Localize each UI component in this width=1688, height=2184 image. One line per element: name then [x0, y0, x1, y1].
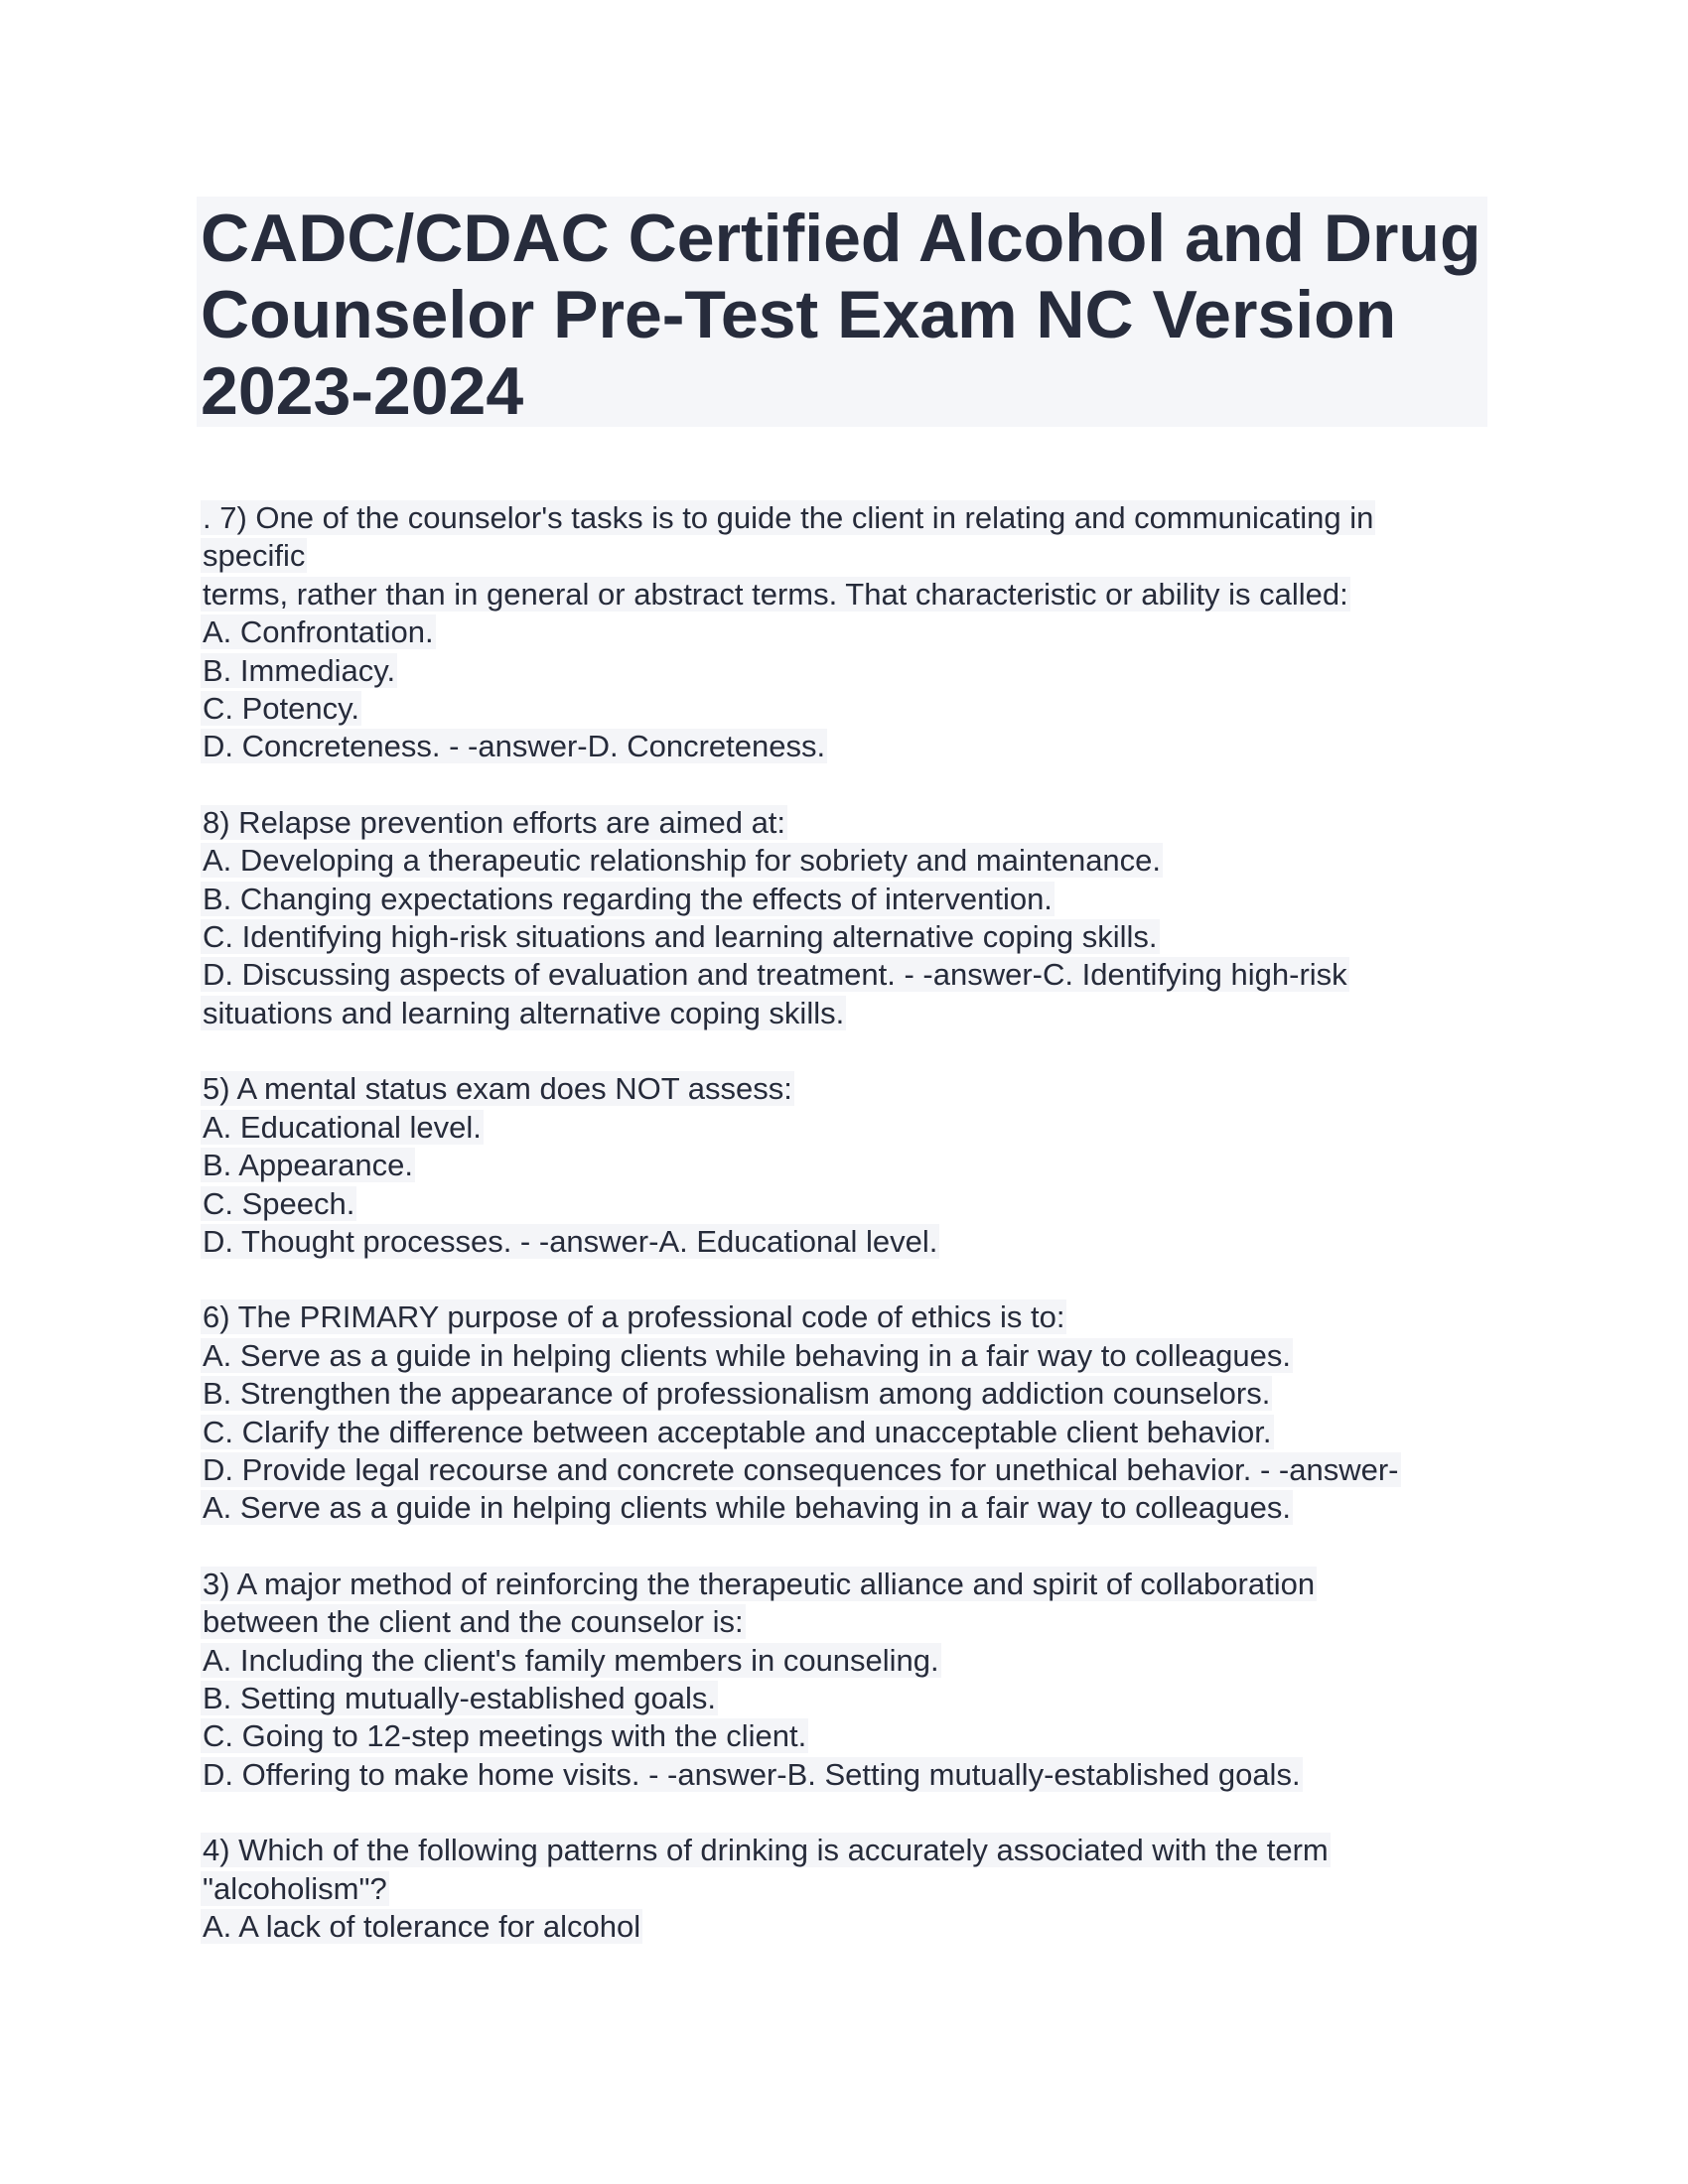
answer-option: A. Developing a therapeutic relationship for sobriety and maintenance. — [203, 843, 1162, 879]
answer-option: D. Discussing aspects of evaluation and treatment. - -answer-C. Identifying high-risk — [203, 957, 1347, 993]
document-title — [197, 197, 1487, 427]
title-line: 2023-2024 — [201, 353, 524, 429]
answer-option: B. Strengthen the appearance of professionalism among addiction counselors. — [203, 1376, 1271, 1412]
answer-option: B. Immediacy. — [203, 652, 396, 688]
question-5 — [201, 1070, 1521, 1261]
answer-option: A. Including the client's family members in counseling. — [203, 1642, 939, 1678]
answer-option: D. Concreteness. - -answer-D. Concreteness. — [203, 729, 826, 764]
question-6 — [201, 1298, 1521, 1527]
question-text: specific — [203, 538, 306, 574]
answer-option: C. Identifying high-risk situations and learning alternative coping skills. — [203, 919, 1158, 955]
answer-option: A. Serve as a guide in helping clients while behaving in a fair way to colleagues. — [203, 1337, 1291, 1373]
answer-option: C. Speech. — [203, 1185, 355, 1221]
answer-option: situations and learning alternative coping skills. — [203, 995, 845, 1030]
answer-option: D. Offering to make home visits. - -answer-B. Setting mutually-established goals. — [203, 1756, 1301, 1792]
question-text: 8) Relapse prevention efforts are aimed at: — [203, 804, 786, 840]
question-3 — [201, 1566, 1521, 1794]
answer-option: B. Changing expectations regarding the effects of intervention. — [203, 881, 1053, 916]
title-line: CADC/CDAC Certified Alcohol and Drug — [201, 201, 1481, 276]
answer-option: B. Appearance. — [203, 1148, 413, 1183]
question-4 — [201, 1832, 1521, 1946]
answer-option: A. A lack of tolerance for alcohol — [203, 1909, 641, 1944]
title-line: Counselor Pre-Test Exam NC Version — [201, 277, 1397, 352]
question-8 — [201, 804, 1521, 1032]
question-text: 5) A mental status exam does NOT assess: — [203, 1071, 792, 1107]
question-list — [201, 499, 1521, 1983]
question-text: terms, rather than in general or abstract terms. That characteristic or ability is called: — [203, 576, 1348, 612]
question-text: "alcoholism"? — [203, 1870, 387, 1906]
answer-option: A. Confrontation. — [203, 614, 434, 650]
question-text: 3) A major method of reinforcing the therapeutic alliance and spirit of collaboration — [203, 1566, 1316, 1601]
question-text: . 7) One of the counselor's tasks is to guide the client in relating and communicating in — [203, 500, 1374, 535]
answer-option: C. Going to 12-step meetings with the client. — [203, 1718, 807, 1754]
answer-option: D. Provide legal recourse and concrete consequences for unethical behavior. - -answer- — [203, 1451, 1399, 1487]
answer-option: C. Potency. — [203, 691, 359, 727]
answer-option: B. Setting mutually-established goals. — [203, 1680, 716, 1715]
answer-option: C. Clarify the difference between acceptable and unacceptable client behavior. — [203, 1414, 1272, 1449]
question-text: 4) Which of the following patterns of drinking is accurately associated with the term — [203, 1833, 1329, 1868]
answer-option: A. Educational level. — [203, 1109, 482, 1145]
question-text: between the client and the counselor is: — [203, 1604, 744, 1640]
question-7 — [201, 499, 1521, 766]
answer-option: D. Thought processes. - -answer-A. Educational level. — [203, 1223, 938, 1259]
question-text: 6) The PRIMARY purpose of a professional code of ethics is to: — [203, 1299, 1065, 1335]
answer-option: A. Serve as a guide in helping clients while behaving in a fair way to colleagues. — [203, 1490, 1291, 1526]
